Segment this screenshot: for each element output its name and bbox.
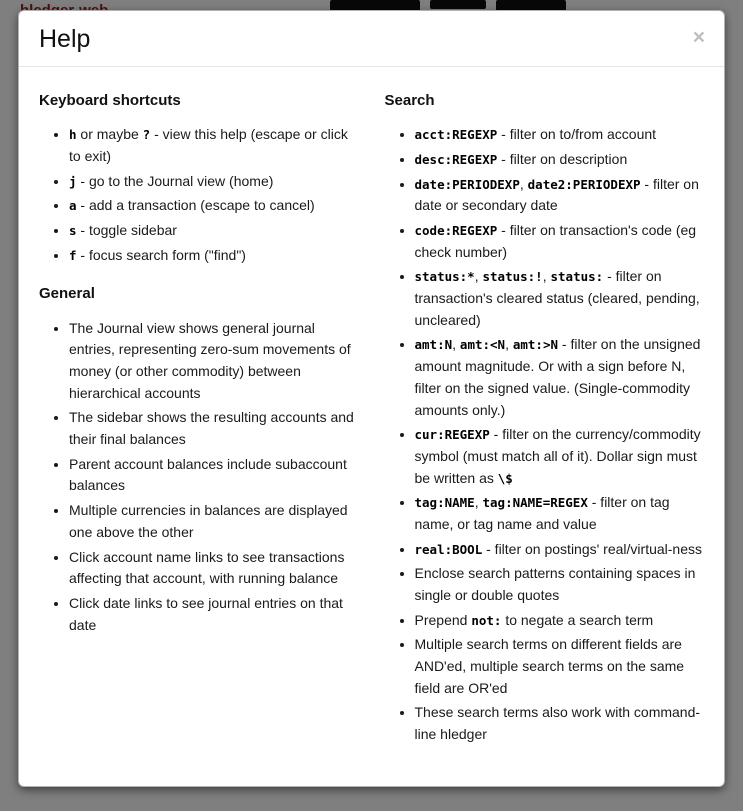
- list-item: • Parent account balances include subaccount balances: [69, 454, 359, 497]
- list-item: • a - add a transaction (escape to cancel): [69, 195, 359, 217]
- list-item: • date:PERIODEXP, date2:PERIODEXP - filter on date or secondary date: [415, 174, 705, 217]
- code-span: real:BOOL: [414, 541, 483, 557]
- list-item: • acct:REGEXP - filter on to/from account: [415, 124, 705, 146]
- list-item: • The sidebar shows the resulting accounts and their final balances: [69, 407, 359, 450]
- code-span: \$: [497, 470, 513, 486]
- code-span: ?: [142, 127, 151, 143]
- code-span: acct:REGEXP: [414, 127, 498, 143]
- code-span: status:: [550, 269, 604, 285]
- list-item: • Click account name links to see transactions affecting that account, with running balance: [69, 547, 359, 590]
- keyboard-shortcuts-list: [39, 124, 359, 266]
- list-item: • Multiple currencies in balances are displayed one above the other: [69, 500, 359, 543]
- code-span: amt:>N: [512, 337, 559, 353]
- code-span: h: [69, 127, 77, 143]
- code-span: not:: [471, 612, 502, 628]
- modal-title: Help: [39, 25, 91, 53]
- list-item: • Multiple search terms on different fields are AND'ed, multiple search terms on the same field are OR'ed: [415, 634, 705, 699]
- list-item: • tag:NAME, tag:NAME=REGEX - filter on tag name, or tag name and value: [415, 492, 705, 535]
- list-item: • real:BOOL - filter on postings' real/virtual-ness: [415, 539, 705, 561]
- code-span: status:*: [414, 269, 475, 285]
- section-heading-keyboard-shortcuts: Keyboard shortcuts: [39, 92, 181, 109]
- code-span: amt:N: [414, 337, 453, 353]
- code-span: f: [69, 247, 77, 263]
- list-item: • These search terms also work with command-line hledger: [415, 702, 705, 745]
- list-item: • code:REGEXP - filter on transaction's code (eg check number): [415, 220, 705, 263]
- code-span: cur:REGEXP: [414, 427, 490, 443]
- list-item: • desc:REGEXP - filter on description: [415, 149, 705, 171]
- code-span: amt:<N: [459, 337, 506, 353]
- code-span: a: [69, 198, 77, 214]
- code-span: date2:PERIODEXP: [527, 176, 641, 192]
- search-list: [385, 124, 705, 746]
- list-item: • h or maybe ? - view this help (escape or click to exit): [69, 124, 359, 167]
- code-span: tag:NAME: [414, 495, 475, 511]
- right-column: [385, 73, 705, 760]
- code-span: s: [69, 223, 77, 238]
- close-icon[interactable]: ×: [689, 25, 709, 50]
- list-item: • j - go to the Journal view (home): [69, 171, 359, 193]
- list-item: • status:*, status:!, status: - filter on transaction's cleared status (cleared, pending, uncleared): [415, 266, 705, 331]
- left-column: [39, 73, 359, 760]
- list-item: • Enclose search patterns containing spaces in single or double quotes: [415, 563, 705, 606]
- list-item: • The Journal view shows general journal entries, representing zero-sum movements of money (or other commodity) between hierarchical accounts: [69, 318, 359, 405]
- list-item: • s - toggle sidebar: [69, 220, 359, 242]
- list-item: • Click date links to see journal entries on that date: [69, 593, 359, 636]
- code-span: tag:NAME=REGEX: [482, 495, 588, 511]
- code-span: status:!: [482, 269, 543, 285]
- section-heading-general: General: [39, 285, 95, 303]
- help-modal: [18, 10, 725, 787]
- code-span: code:REGEXP: [414, 223, 498, 238]
- general-list: [39, 318, 359, 637]
- list-item: • cur:REGEXP - filter on the currency/commodity symbol (must match all of it). Dollar sign must be written as \$: [415, 424, 705, 489]
- modal-header: [19, 11, 724, 67]
- modal-body: [19, 67, 724, 786]
- code-span: date:PERIODEXP: [414, 176, 520, 192]
- list-item: • Prepend not: to negate a search term: [415, 610, 705, 632]
- section-heading-search: Search: [384, 92, 435, 109]
- code-span: j: [69, 173, 77, 189]
- list-item: • amt:N, amt:<N, amt:>N - filter on the unsigned amount magnitude. Or with a sign before N, filter on the signed value. (Single-commodity amounts only.): [415, 334, 705, 421]
- list-item: • f - focus search form ("find"): [69, 245, 359, 267]
- code-span: desc:REGEXP: [414, 151, 498, 167]
